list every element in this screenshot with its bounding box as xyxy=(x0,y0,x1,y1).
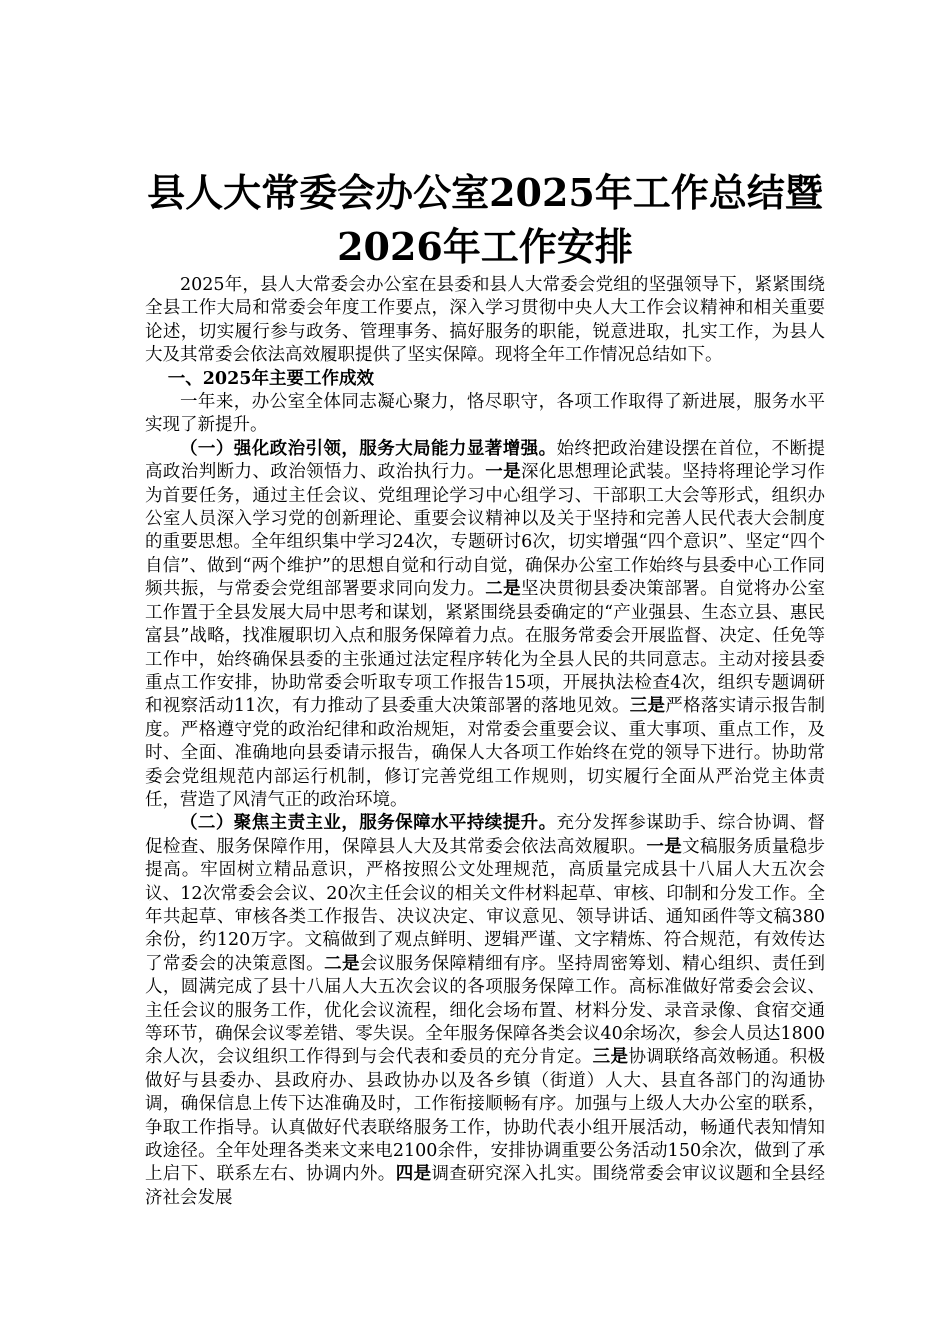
subsection-1-paragraph xyxy=(145,438,825,813)
subsection-2-text: 充分发挥参谋助手、综合协调、督促检查、服务保障作用，保障县人大及其常委会依法高效履职。 xyxy=(145,813,825,857)
document-page xyxy=(145,166,825,1210)
intro-paragraph: 2025年，县人大常委会办公室在县委和县人大常委会党组的坚强领导下，紧紧围绕全县工作大局和常委会年度工作要点，深入学习贯彻中央人大工作会议精神和相关重要论述，切实履行参与政务、管理事务、搞好服务的职能，锐意进取，扎实工作，为县人大及其常委会依法高效履职提供了坚实保障。现将全年工作情况总结如下。 xyxy=(145,275,825,366)
subsection-1-text: 始终把政治建设摆在首位，不断提高政治判断力、政治领悟力、政治执行力。 xyxy=(145,438,825,483)
section-heading: 一、2025年主要工作成效 xyxy=(167,368,374,389)
point-marker: 一是 xyxy=(485,462,522,483)
point-marker: 三是 xyxy=(629,696,666,717)
point-text: 坚决贯彻县委决策部署。自觉将办公室工作置于全县发展大局中思考和谋划，紧紧围绕县委确定的“产业强县、生态立县、惠民富县”战略，找准履职切入点和服务保障着力点。在服务常委会开展监督、决定、任免等工作中，始终确保县委的主张通过法定程序转化为全县人民的共同意志。主动对接县委重点工作安排，协助常委会听取专项工作报告15项，开展执法检查4次，组织专题调研和视察活动11次，有力推动了县委重大决策部署的落地见效。 xyxy=(145,579,826,717)
point-marker: 四是 xyxy=(395,1164,432,1185)
point-marker: 三是 xyxy=(592,1047,629,1068)
point-marker: 二是 xyxy=(324,953,360,974)
point-text: 会议服务保障精细有序。坚持周密筹划、精心组织、责任到人，圆满完成了县十八届人大五次会议的各项服务保障工作。高标准做好常委会会议、主任会议的服务工作，优化会议流程，细化会场布置、材料分发、录音录像、食宿交通等环节，确保会议零差错、零失误。全年服务保障各类会议40余场次，参会人员达1800余人次，会议组织工作得到与会代表和委员的充分肯定。 xyxy=(145,953,826,1068)
point-text: 深化思想理论武装。坚持将理论学习作为首要任务，通过主任会议、党组理论学习中心组学习、干部职工大会等形式，组织办公室人员深入学习党的创新理论、重要会议精神以及关于坚持和完善人民代表大会制度的重要思想。全年组织集中学习24次，专题研讨6次，切实增强“四个意识”、坚定“四个自信”、做到“两个维护”的思想自觉和行动自觉，确保办公室工作始终与县委中心工作同频共振，与常委会党组部署要求同向发力。 xyxy=(145,462,826,600)
point-text: 调查研究深入扎实。围绕常委会审议议题和全县经济社会发展 xyxy=(145,1164,826,1208)
point-marker: 二是 xyxy=(485,579,522,600)
subsection-2-title: （二）聚焦主责主业，服务保障水平持续提升。 xyxy=(180,813,557,834)
section-lead-paragraph: 一年来，办公室全体同志凝心聚力，恪尽职守，各项工作取得了新进展，服务水平实现了新提升。 xyxy=(145,392,825,436)
point-text: 协调联络高效畅通。积极做好与县委办、县政府办、县政协办以及各乡镇（街道）人大、县直各部门的沟通协调，确保信息上传下达准确及时，工作衔接顺畅有序。加强与上级人大办公室的联系，争取工作指导。认真做好代表联络服务工作，协助代表小组开展活动，畅通代表知情知政途径。全年处理各类来文来电2100余件，安排协调重要公务活动150余次，做到了承上启下、联系左右、协调内外。 xyxy=(145,1047,826,1185)
point-marker: 一是 xyxy=(646,836,683,857)
point-text: 严格落实请示报告制度。严格遵守党的政治纪律和政治规矩，对常委会重要会议、重大事项、重点工作，及时、全面、准确地向县委请示报告，确保人大各项工作始终在党的领导下进行。协助常委会党组规范内部运行机制，修订完善党组工作规则，切实履行全面从严治党主体责任，营造了风清气正的政治环境。 xyxy=(145,696,826,810)
document-title: 县人大常委会办公室2025年工作总结暨2026年工作安排 xyxy=(147,170,823,269)
subsection-2-paragraph xyxy=(145,812,825,1210)
subsection-1-title: （一）强化政治引领，服务大局能力显著增强。 xyxy=(180,438,557,459)
point-text: 文稿服务质量稳步提高。牢固树立精品意识，严格按照公文处理规范，高质量完成县十八届人大五次会议、12次常委会会议、20次主任会议的相关文件材料起草、审核、印制和分发工作。全年共起草、审核各类工作报告、决议决定、审议意见、领导讲话、通知函件等文稿380余份，约120万字。文稿做到了观点鲜明、逻辑严谨、文字精炼、符合规范，有效传达了常委会的决策意图。 xyxy=(145,836,826,974)
